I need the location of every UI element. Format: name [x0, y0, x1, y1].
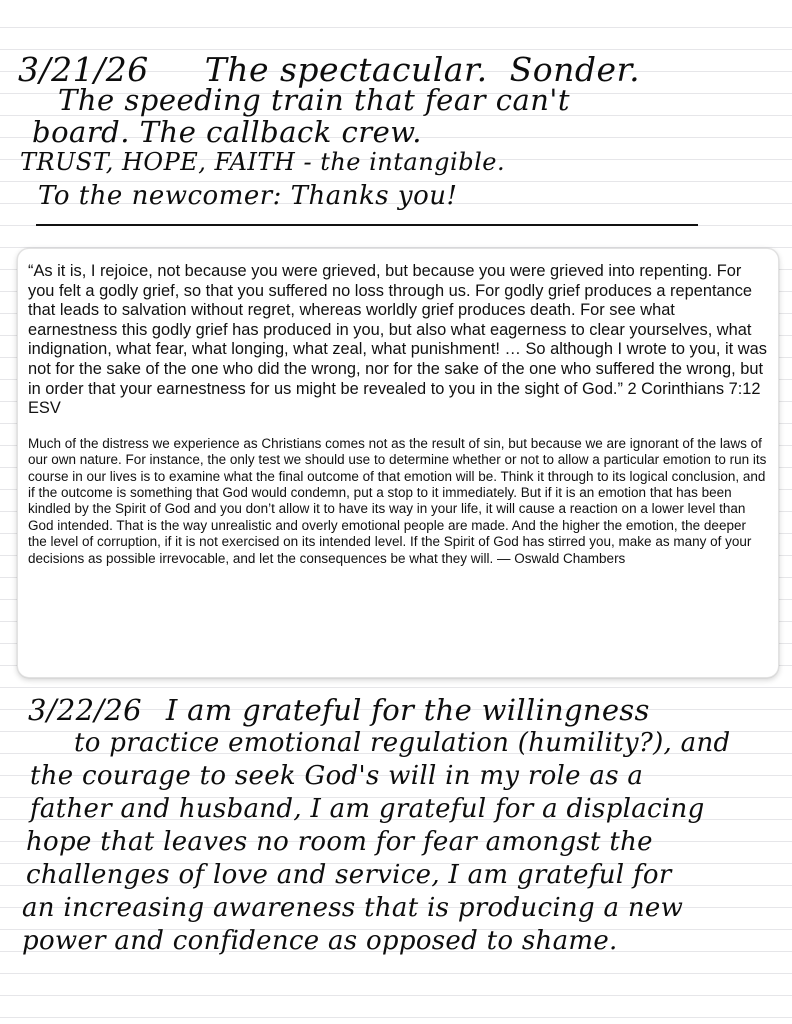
scripture-quote: “As it is, I rejoice, not because you were grieved, but because you were grieved into repenting. For you felt a godly grief, so that you suffered no loss through us. For godly grief produces a repentance that leads to salvation without regret, whereas worldly grief produces death. For see what earnestness this godly grief has produced in you, but also what eagerness to clear yourselves, what indignation, what fear, what longing, what zeal, what punishment! … So although I wrote to you, it was not for the sake of the one who did the wrong, nor for the sake of the one who suffered the wrong, but in order that your earnestness for us might be revealed to you in the sight of God.” 2 Corinthians 7:12 ESV	[28, 262, 767, 418]
entry-2-line: an increasing awareness that is producing a new	[22, 893, 684, 923]
entry-2-line: hope that leaves no room for fear amongst the	[26, 827, 653, 857]
entry-1-line: The speeding train that fear can't	[58, 83, 571, 117]
entry-1-line: TRUST, HOPE, FAITH - the intangible.	[20, 148, 506, 176]
journal-entry-1	[18, 48, 778, 218]
entry-2-heading-line	[20, 694, 780, 727]
entry-1-date: 3/21/26	[18, 50, 149, 89]
entry-1-line: board. The callback crew.	[32, 115, 422, 149]
devotional-commentary: Much of the distress we experience as Christians comes not as the result of sin, but because we are ignorant of the laws of our own nature. For instance, the only test we should use to determine whether or not to allow a particular emotion to run its course in our lives is to examine what the final outcome of that emotion will be. Think it through to its logical conclusion, and if the outcome is something that God would condemn, put a stop to it immediately. But if it is an emotion that has been kindled by the Spirit of God and you don’t allow it to have its way in your life, it will cause a reaction on a lower level than God intended. That is the way unrealistic and overly emotional people are made. And the higher the emotion, the deeper the level of corruption, if it is not exercised on its intended level. If the Spirit of God has stirred you, make as many of your decisions as possible irrevocable, and let the consequences be what they will. — Oswald Chambers	[28, 435, 767, 566]
entry-1-line: Sonder.	[509, 50, 641, 89]
entry-1-title: The spectacular.	[204, 50, 488, 89]
entry-2-date: 3/22/26	[28, 693, 142, 727]
entry-2-line: the courage to seek God's will in my role as a	[30, 761, 644, 791]
devotional-card	[17, 248, 779, 678]
entry-2-line: power and confidence as opposed to shame.	[22, 926, 618, 956]
entry-2-line: I am grateful for the willingness	[165, 693, 650, 727]
entry-2-line: to practice emotional regulation (humility?), and	[74, 728, 731, 758]
entry-1-line: To the newcomer: Thanks you!	[38, 181, 458, 211]
journal-entry-2	[20, 694, 780, 958]
entry-2-line: father and husband, I am grateful for a displacing	[30, 794, 705, 824]
handwritten-divider	[36, 224, 698, 226]
entry-2-line: challenges of love and service, I am grateful for	[26, 860, 672, 890]
